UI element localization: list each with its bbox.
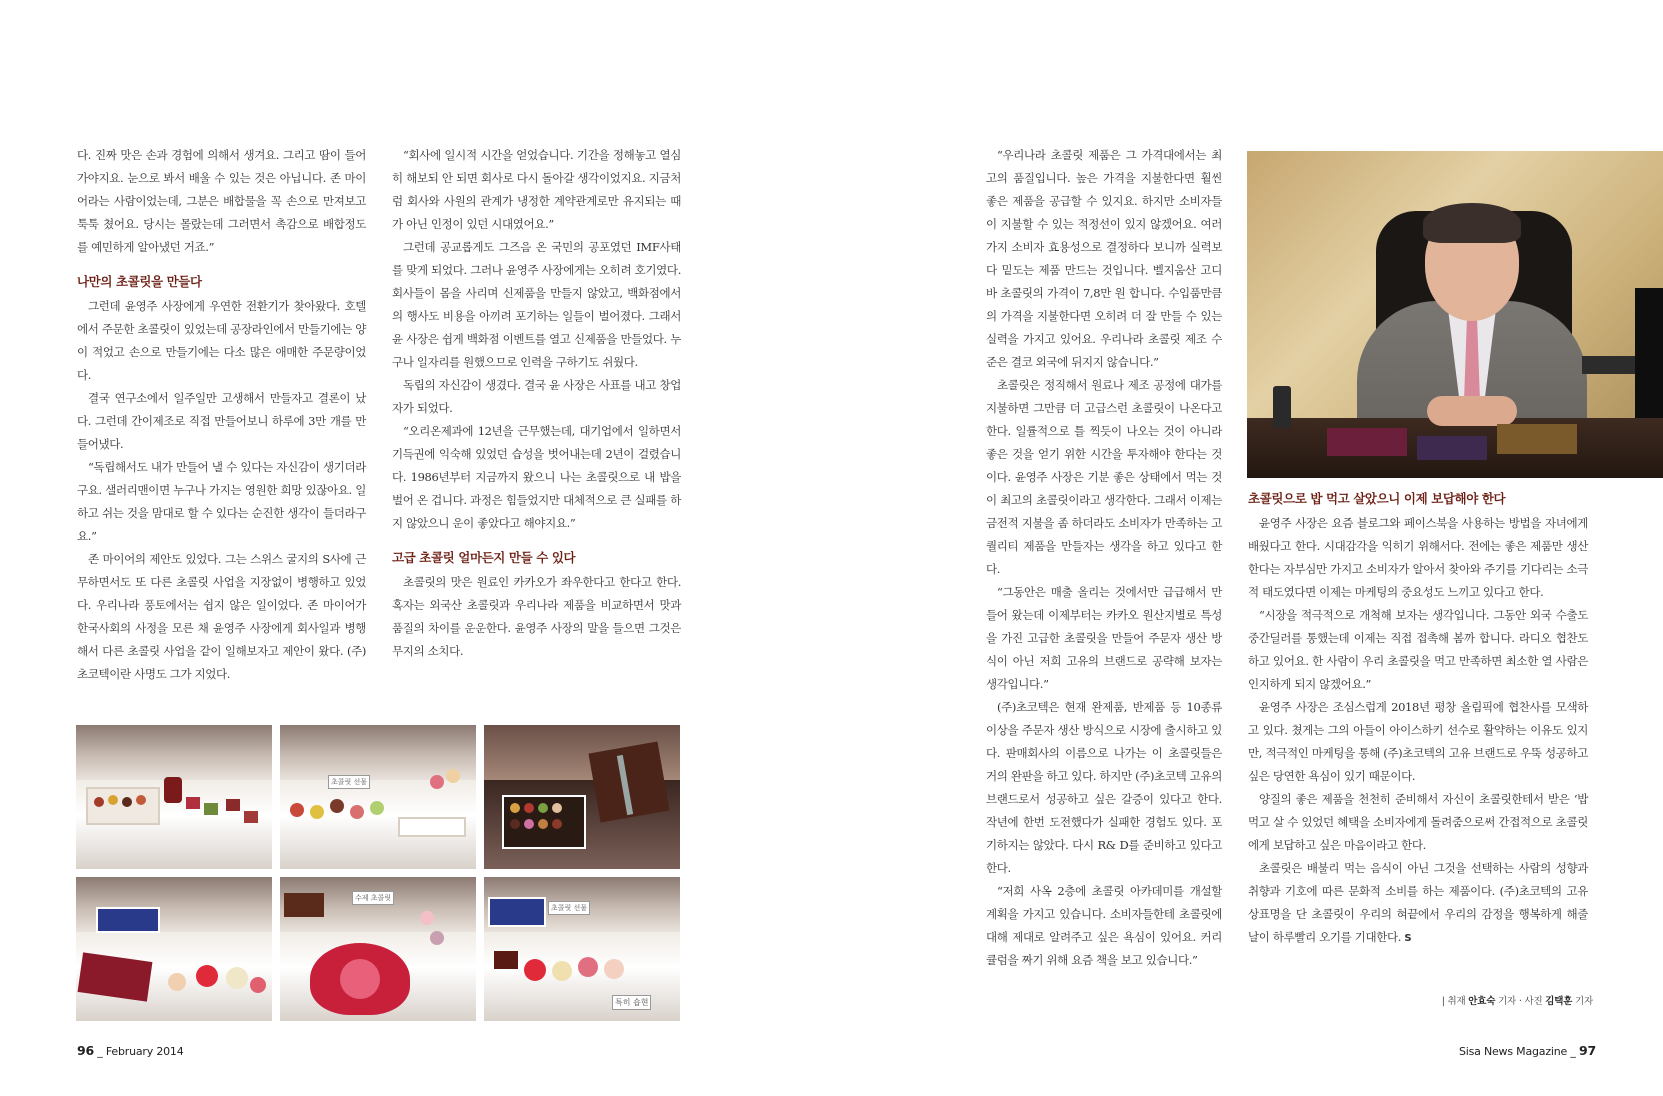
reporter-title: 기자 · 사진: [1498, 996, 1543, 1007]
price-tag: 특히 숍현: [612, 995, 651, 1010]
photo-chocolate-gift-box: [76, 725, 272, 869]
section-heading: 고급 초콜릿 얼마든지 만들 수 있다: [392, 550, 576, 565]
paragraph: 결국 연구소에서 일주일만 고생해서 만들자고 결론이 났다. 그런데 간이제조로 직접 만들어보니 하루에 3만 개를 만들어냈다.: [77, 391, 366, 451]
display-sign: 초콜릿 선물: [548, 901, 590, 915]
paragraph: 독립의 자신감이 생겼다. 결국 윤 사장은 사표를 내고 창업자가 되었다.: [392, 378, 681, 415]
photographer-name: 김택훈: [1545, 996, 1573, 1007]
page-folio-right: [1459, 1043, 1596, 1058]
section-heading: 나만의 초콜릿을 만들다: [77, 274, 202, 289]
article-column-right-1: [986, 144, 1222, 972]
paragraph: 다. 진짜 맛은 손과 경험에 의해서 생겨요. 그리고 땀이 들어가야지요. 눈으로 봐서 배울 수 있는 것은 아닙니다. 존 마이어라는 사람이었는데, 그분은 배합물을 꼭 손으로 만져보고 툭툭 쳤어요. 당시는 몰랐는데 그러면서 촉감으로 배합정도를 예민하게 알아냈던 거죠.”: [77, 148, 366, 254]
section-heading: 초콜릿으로 밥 먹고 살았으니 이제 보답해야 한다: [1248, 491, 1506, 506]
paragraph: (주)초코텍은 현재 완제품, 반제품 등 10종류 이상을 주문자 생산 방식으로 시장에 출시하고 있다. 판매회사의 이름으로 나가는 이 초콜릿들은 거의 완판을 하고 있다. 하지만 (주)초코텍 고유의 브랜드로서 성공하고 싶은 갈증이 있다고 한다. 작년에 한번 도전했다가 실패한 경험도 있다. 포기하지는 않았다. 다시 R& D를 준비하고 있다고 한다.: [986, 700, 1222, 875]
article-column-left-1: [77, 144, 366, 686]
end-mark: S: [1404, 933, 1412, 944]
photographer-title: 기자: [1575, 996, 1593, 1007]
paragraph: “회사에 일시적 시간을 얻었습니다. 기간을 정해놓고 열심히 해보되 안 되면 회사로 다시 돌아갈 생각이었지요. 지금처럼 회사와 사원의 관계가 냉정한 계약관계로만 유지되는 때가 아닌 인정이 있던 시대였어요.”: [392, 148, 681, 231]
display-sign: 수제 초콜릿: [352, 891, 394, 905]
photo-rose-chocolates: [76, 877, 272, 1021]
article-column-left-2: [392, 144, 681, 663]
paragraph: 그런데 공교롭게도 그즈음 온 국민의 공포였던 IMF사태를 맞게 되었다. 그러나 윤영주 사장에게는 오히려 호기였다. 회사들이 몸을 사리며 신제품을 만들지 않았고, 백화점에서의 행사도 비용을 아끼려 포기하는 일들이 벌어졌다. 그래서 윤 사장은 쉽게 백화점 이벤트를 열고 신제품을 만들었다. 누구나 일자리를 원했으므로 인력을 구하기도 쉬웠다.: [392, 240, 681, 369]
page-number: 96: [77, 1043, 94, 1058]
paragraph: 양질의 좋은 제품을 천천히 준비해서 자신이 초콜릿한테서 받은 ‘밥 먹고 살 수 있었던 혜택을 소비자에게 돌려줌으로써 간접적으로 초콜릿에게 보답하고 싶은 마음이라고 한다.: [1248, 792, 1588, 852]
ceo-portrait-photo: [1247, 151, 1663, 478]
credit-prefix: | 취재: [1441, 996, 1466, 1007]
paragraph: “오리온제과에 12년을 근무했는데, 대기업에서 일하면서 기득권에 익숙해 있었던 습성을 벗어내는데 2년이 걸렸습니다. 1986년부터 지금까지 왔으니 나는 초콜릿으로 내 밥을 벌어 온 겁니다. 과정은 힘들었지만 대체적으로 큰 실패를 하지 않았으니 운이 좋았다고 해야지요.”: [392, 424, 681, 530]
reporter-name: 안효숙: [1468, 996, 1496, 1007]
paragraph: “저희 사옥 2층에 초콜릿 아카데미를 개설할 계획을 가지고 있습니다. 소비자들한테 초콜릿에 대해 제대로 알려주고 싶은 욕심이 있어요. 커리큘럼을 짜기 위해 요즘 책을 보고 있습니다.”: [986, 884, 1222, 967]
chocolate-photo-grid: [76, 725, 682, 1021]
paragraph: 윤영주 사장은 조심스럽게 2018년 평창 올림픽에 협찬사를 모색하고 있다. 쳤게는 그의 아들이 아이스하키 선수로 활약하는 이유도 있지만, 적극적인 마케팅을 통해 (주)초코텍의 고유 브랜드로 우뚝 성공하고 싶은 당연한 욕심이 있기 때문이다.: [1248, 700, 1588, 783]
paragraph: [1248, 857, 1588, 950]
paragraph: “그동안은 매출 올리는 것에서만 급급해서 만들어 왔는데 이제부터는 카카오 원산지별로 특성을 가진 고급한 초콜릿을 만들어 주문자 생산 방식이 아닌 저희 고유의 브랜드로 공략해 보자는 생각입니다.”: [986, 585, 1222, 691]
paragraph: “우리나라 초콜릿 제품은 그 가격대에서는 최고의 품질입니다. 높은 가격을 지불한다면 훨씬 좋은 제품을 공급할 수 있지요. 하지만 소비자들이 지불할 수 있는 적정선이 있지 않겠어요. 여러 가지 소비자 효용성으로 결정하다 보니까 실력보다 밑도는 제품 만드는 것입니다. 벨지움산 고디바 초콜릿의 가격이 7,8만 원 합니다. 수입품만큼의 가격을 지불한다면 오히려 더 잘 만들 수 있는 실력을 가지고 있어요. 우리나라 초콜릿 제조 수준은 결코 외국에 뒤지지 않습니다.”: [986, 148, 1222, 369]
display-sign: 초콜릿 선물: [328, 775, 370, 789]
left-page: [0, 0, 831, 1096]
paragraph-text: 초콜릿은 배불리 먹는 음식이 아닌 그것을 선택하는 사람의 성향과 취향과 기호에 따른 문화적 소비를 하는 제품이다. (주)초코텍의 고유 상표명을 단 초콜릿이 우리의 혀끝에서 우리의 감정을 행복하게 해줄 날이 하루빨리 오기를 기대한다.: [1248, 861, 1588, 944]
paragraph: “시장을 적극적으로 개척해 보자는 생각입니다. 그동안 외국 수출도 중간딜러를 통했는데 이제는 직접 접촉해 봄까 합니다. 라디오 협찬도 하고 있어요. 한 사람이 우리 초콜릿을 먹고 만족하면 최소한 열 사람은 인지하게 되지 않겠어요.”: [1248, 608, 1588, 691]
paragraph: “독립해서도 내가 만들어 낼 수 있다는 자신감이 생기더라구요. 샐러리맨이면 누구나 가지는 영원한 희망 있잖아요. 일하고 쉬는 것을 맘대로 할 수 있다는 순진한 생각이 들더라구요.”: [77, 460, 366, 543]
paragraph: 그런데 윤영주 사장에게 우연한 전환기가 찾아왔다. 호텔에서 주문한 초콜릿이 있었는데 공장라인에서 만들기에는 양이 적었고 손으로 만들기에는 다소 많은 애매한 주문량이었다.: [77, 299, 366, 382]
photo-heart-box: [280, 877, 476, 1021]
paragraph: 초콜릿은 정직해서 원료나 제조 공정에 대가를 지불하면 그만큼 더 고급스런 초콜릿이 나온다고 한다. 일률적으로 틀 찍듯이 나오는 것이 아니라 좋은 것을 얻기 위한 시간을 투자해야 한다는 것이다. 윤영주 사장은 기분 좋은 상태에서 먹는 것이 최고의 초콜릿이라고 생각한다. 그래서 이제는 금전적 지불을 좀 하더라도 소비자가 만족하는 고퀄리티 제품을 만들자는 생각을 하고 있다고 한다.: [986, 378, 1222, 576]
paragraph: 윤영주 사장은 요즘 블로그와 페이스북을 사용하는 방법을 자녀에게 배웠다고 한다. 시대감각을 익히기 위해서다. 전에는 좋은 제품만 생산한다는 자부심만 가지고 소비자가 알아서 찾아와 주기를 기다리는 소극적 태도였다면 이제는 마케팅의 중요성도 느끼고 있다고 한다.: [1248, 516, 1588, 599]
photo-bonbon-box-ribbon: [484, 725, 680, 869]
article-column-right-2: [1248, 488, 1588, 950]
page-number: 97: [1579, 1043, 1596, 1058]
page-folio-left: [77, 1043, 184, 1058]
issue-date: _ February 2014: [97, 1045, 184, 1058]
paragraph: 초콜릿의 맛은 원료인 카카오가 좌우한다고 한다고 한다. 혹자는 외국산 초콜릿과 우리나라 제품을 비교하면서 맛과 품질의 차이를 운운한다. 윤영주 사장의 말을 들으면 그것은 무지의 소치다.: [392, 575, 681, 658]
photo-chocolate-pops: [280, 725, 476, 869]
paragraph: 존 마이어의 제안도 있었다. 그는 스위스 굴지의 S사에 근무하면서도 또 다른 초콜릿 사업을 지장없이 병행하고 있었다. 우리나라 풍토에서는 쉽지 않은 일이었다. 존 마이어가 한국사회의 사정을 모른 채 윤영주 사장에게 회사일과 병행해서 다른 초콜릿 사업을 같이 일해보자고 제안이 왔다. (주)초코텍이란 사명도 그가 지었다.: [77, 552, 366, 681]
photo-chocolate-display: [484, 877, 680, 1021]
byline-credit: [1442, 993, 1593, 1007]
magazine-name: Sisa News Magazine _: [1458, 1045, 1576, 1058]
